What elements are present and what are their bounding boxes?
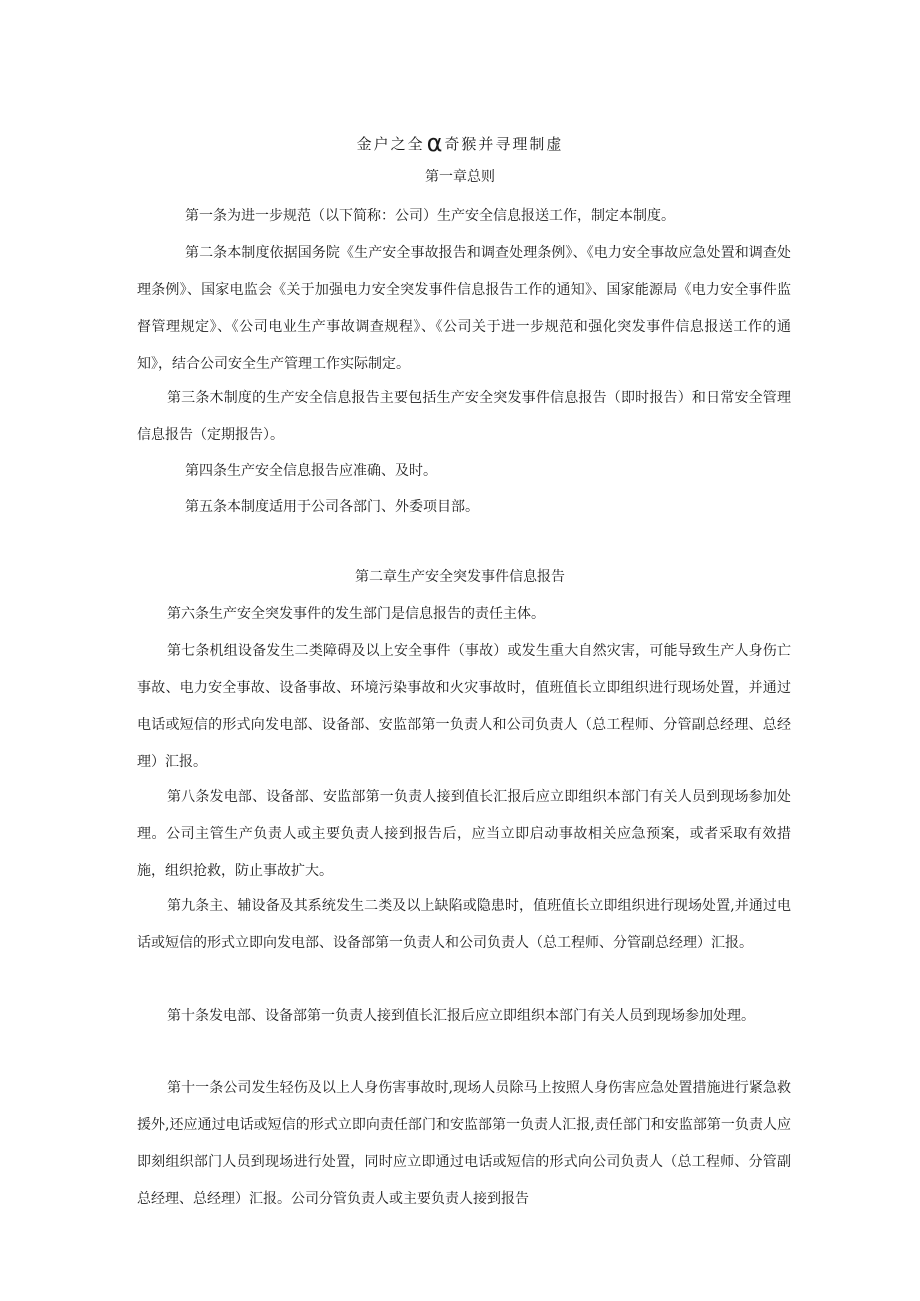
article-8: 第八条发电部、设备部、安监部第一负责人接到值长汇报后应立即组织本部门有关人员到现场参加处理。公司主管生产负责人或主要负责人接到报告后，应当立即启动事故相关应急预案，或者采取有效措施，组织抢救，防止事故扩大。 xyxy=(137,789,791,879)
article-7: 第七条机组设备发生二类障碍及以上安全事件（事故）或发生重大自然灾害，可能导致生产人身伤亡事故、电力安全事故、设备事故、环境污染事故和火灾事故时，值班值长立即组织进行现场处置，并通过电话或短信的形式向发电部、设备部、安监部第一负责人和公司负责人（总工程师、分管副总经理、总经理）汇报。 xyxy=(137,643,791,770)
article-1: 第一条为进一步规范（以下简称：公司）生产安全信息报送工作，制定本制度。 xyxy=(185,208,675,224)
article-11: 第十一条公司发生轻伤及以上人身伤害事故时,现场人员除马上按照人身伤害应急处置措施进行紧急救援外,还应通过电话或短信的形式立即向责任部门和安监部第一负责人汇报,责任部门和安监部第一负责人应即刻组织部门人员到现场进行处置，同时应立即通过电话或短信的形式向公司负责人（总工程师、分管副总经理、总经理）汇报。公司分管负责人或主要负责人接到报告 xyxy=(137,1080,791,1207)
title-glyph: α xyxy=(426,129,443,157)
article-6: 第六条生产安全突发事件的发生部门是信息报告的责任主体。 xyxy=(167,606,545,622)
title-text-part2: 奇猴并寻理制虚 xyxy=(444,135,564,153)
article-3: 第三条木制度的生产安全信息报告主要包括生产安全突发事件信息报告（即时报告）和日常安全管理信息报告（定期报告）。 xyxy=(137,390,791,443)
article-5: 第五条本制度适用于公司各部门、外委项目部。 xyxy=(185,499,479,515)
article-4: 第四条生产安全信息报告应准确、及时。 xyxy=(185,463,437,479)
chapter-heading-2: 第二章生产安全突发事件信息报告 xyxy=(355,569,565,585)
chapter-heading-1: 第一章总则 xyxy=(425,169,495,185)
article-9: 第九条主、辅设备及其系统发生二类及以上缺陷或隐患时，值班值长立即组织进行现场处置,并通过电话或短信的形式立即向发电部、设备部第一负责人和公司负责人（总工程师、分管副总经理）汇报。 xyxy=(137,898,791,951)
article-2: 第二条本制度依据国务院《生产安全事故报告和调查处理条例》、《电力安全事故应急处置和调查处理条例》、国家电监会《关于加强电力安全突发事件信息报告工作的通知》、国家能源局《电力安全事件监督管理规定》、《公司电业生产事故调查规程》、《公司关于进一步规范和强化突发事件信息报送工作的通知》，结合公司安全生产管理工作实际制定。 xyxy=(137,245,791,372)
article-10: 第十条发电部、设备部第一负责人接到值长汇报后应立即组织本部门有关人员到现场参加处理。 xyxy=(167,1008,755,1024)
document-title xyxy=(0,129,920,157)
title-text-part1: 金户之全 xyxy=(356,135,425,153)
